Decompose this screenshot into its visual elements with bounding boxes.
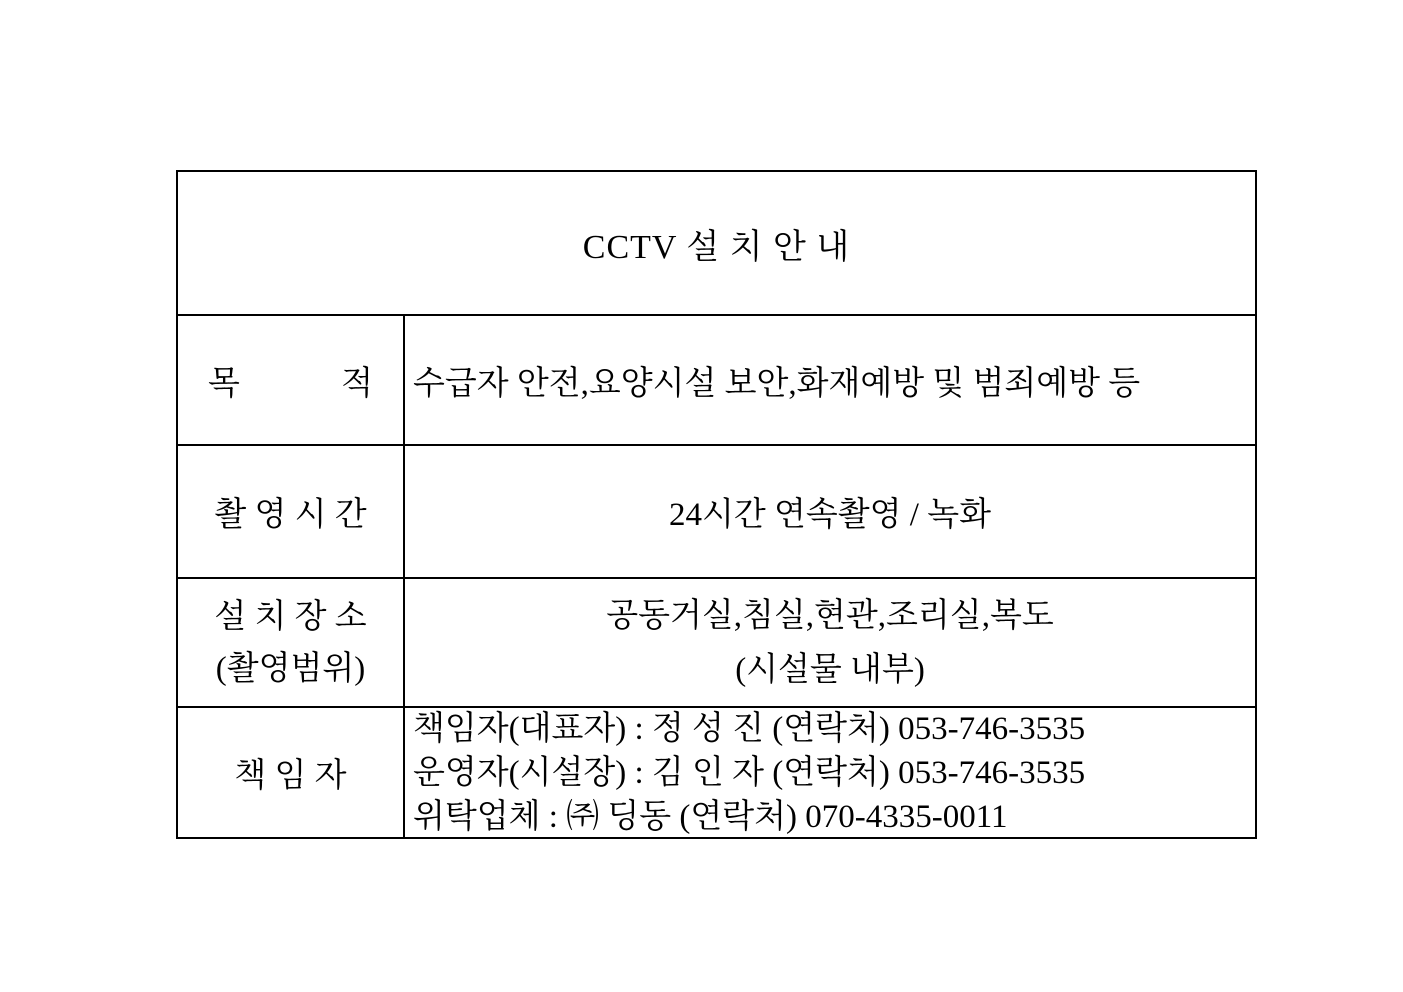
responsible-line-representative: 책임자(대표자) : 정 성 진 (연락처) 053-746-3535 [413, 710, 1086, 747]
page-title: CCTV 설 치 안 내 [582, 228, 851, 266]
purpose-value: 수급자 안전,요양시설 보안,화재예방 및 범죄예방 등 [413, 365, 1141, 402]
title-row [178, 172, 1255, 314]
install-location-value-line1: 공동거실,침실,현관,조리실,복도 [606, 597, 1054, 634]
label-cell-purpose [178, 316, 405, 444]
label-cell-responsible [178, 708, 405, 837]
purpose-label-right: 적 [341, 365, 373, 402]
value-cell-responsible [405, 708, 1255, 837]
table-row-filming-time [178, 444, 1255, 577]
purpose-label-left: 목 [208, 365, 240, 402]
install-location-label-line1: 설 치 장 소 [214, 598, 367, 635]
install-location-label-line2: (촬영범위) [215, 650, 366, 687]
responsible-line-operator: 운영자(시설장) : 김 인 자 (연락처) 053-746-3535 [413, 754, 1086, 791]
value-cell-filming-time [405, 446, 1255, 577]
filming-time-value: 24시간 연속촬영 / 녹화 [669, 497, 991, 533]
responsible-label: 책 임 자 [234, 758, 347, 794]
label-cell-install-location [178, 579, 405, 706]
value-cell-install-location [405, 579, 1255, 706]
cctv-notice-table [176, 170, 1257, 839]
value-cell-purpose [405, 316, 1255, 444]
table-row-purpose [178, 314, 1255, 444]
label-cell-filming-time [178, 446, 405, 577]
install-location-value-line2: (시설물 내부) [735, 651, 925, 688]
filming-time-label: 촬 영 시 간 [214, 497, 367, 533]
table-row-install-location [178, 577, 1255, 706]
table-row-responsible [178, 706, 1255, 837]
responsible-line-contractor: 위탁업체 : ㈜ 딩동 (연락처) 070-4335-0011 [413, 798, 1008, 835]
